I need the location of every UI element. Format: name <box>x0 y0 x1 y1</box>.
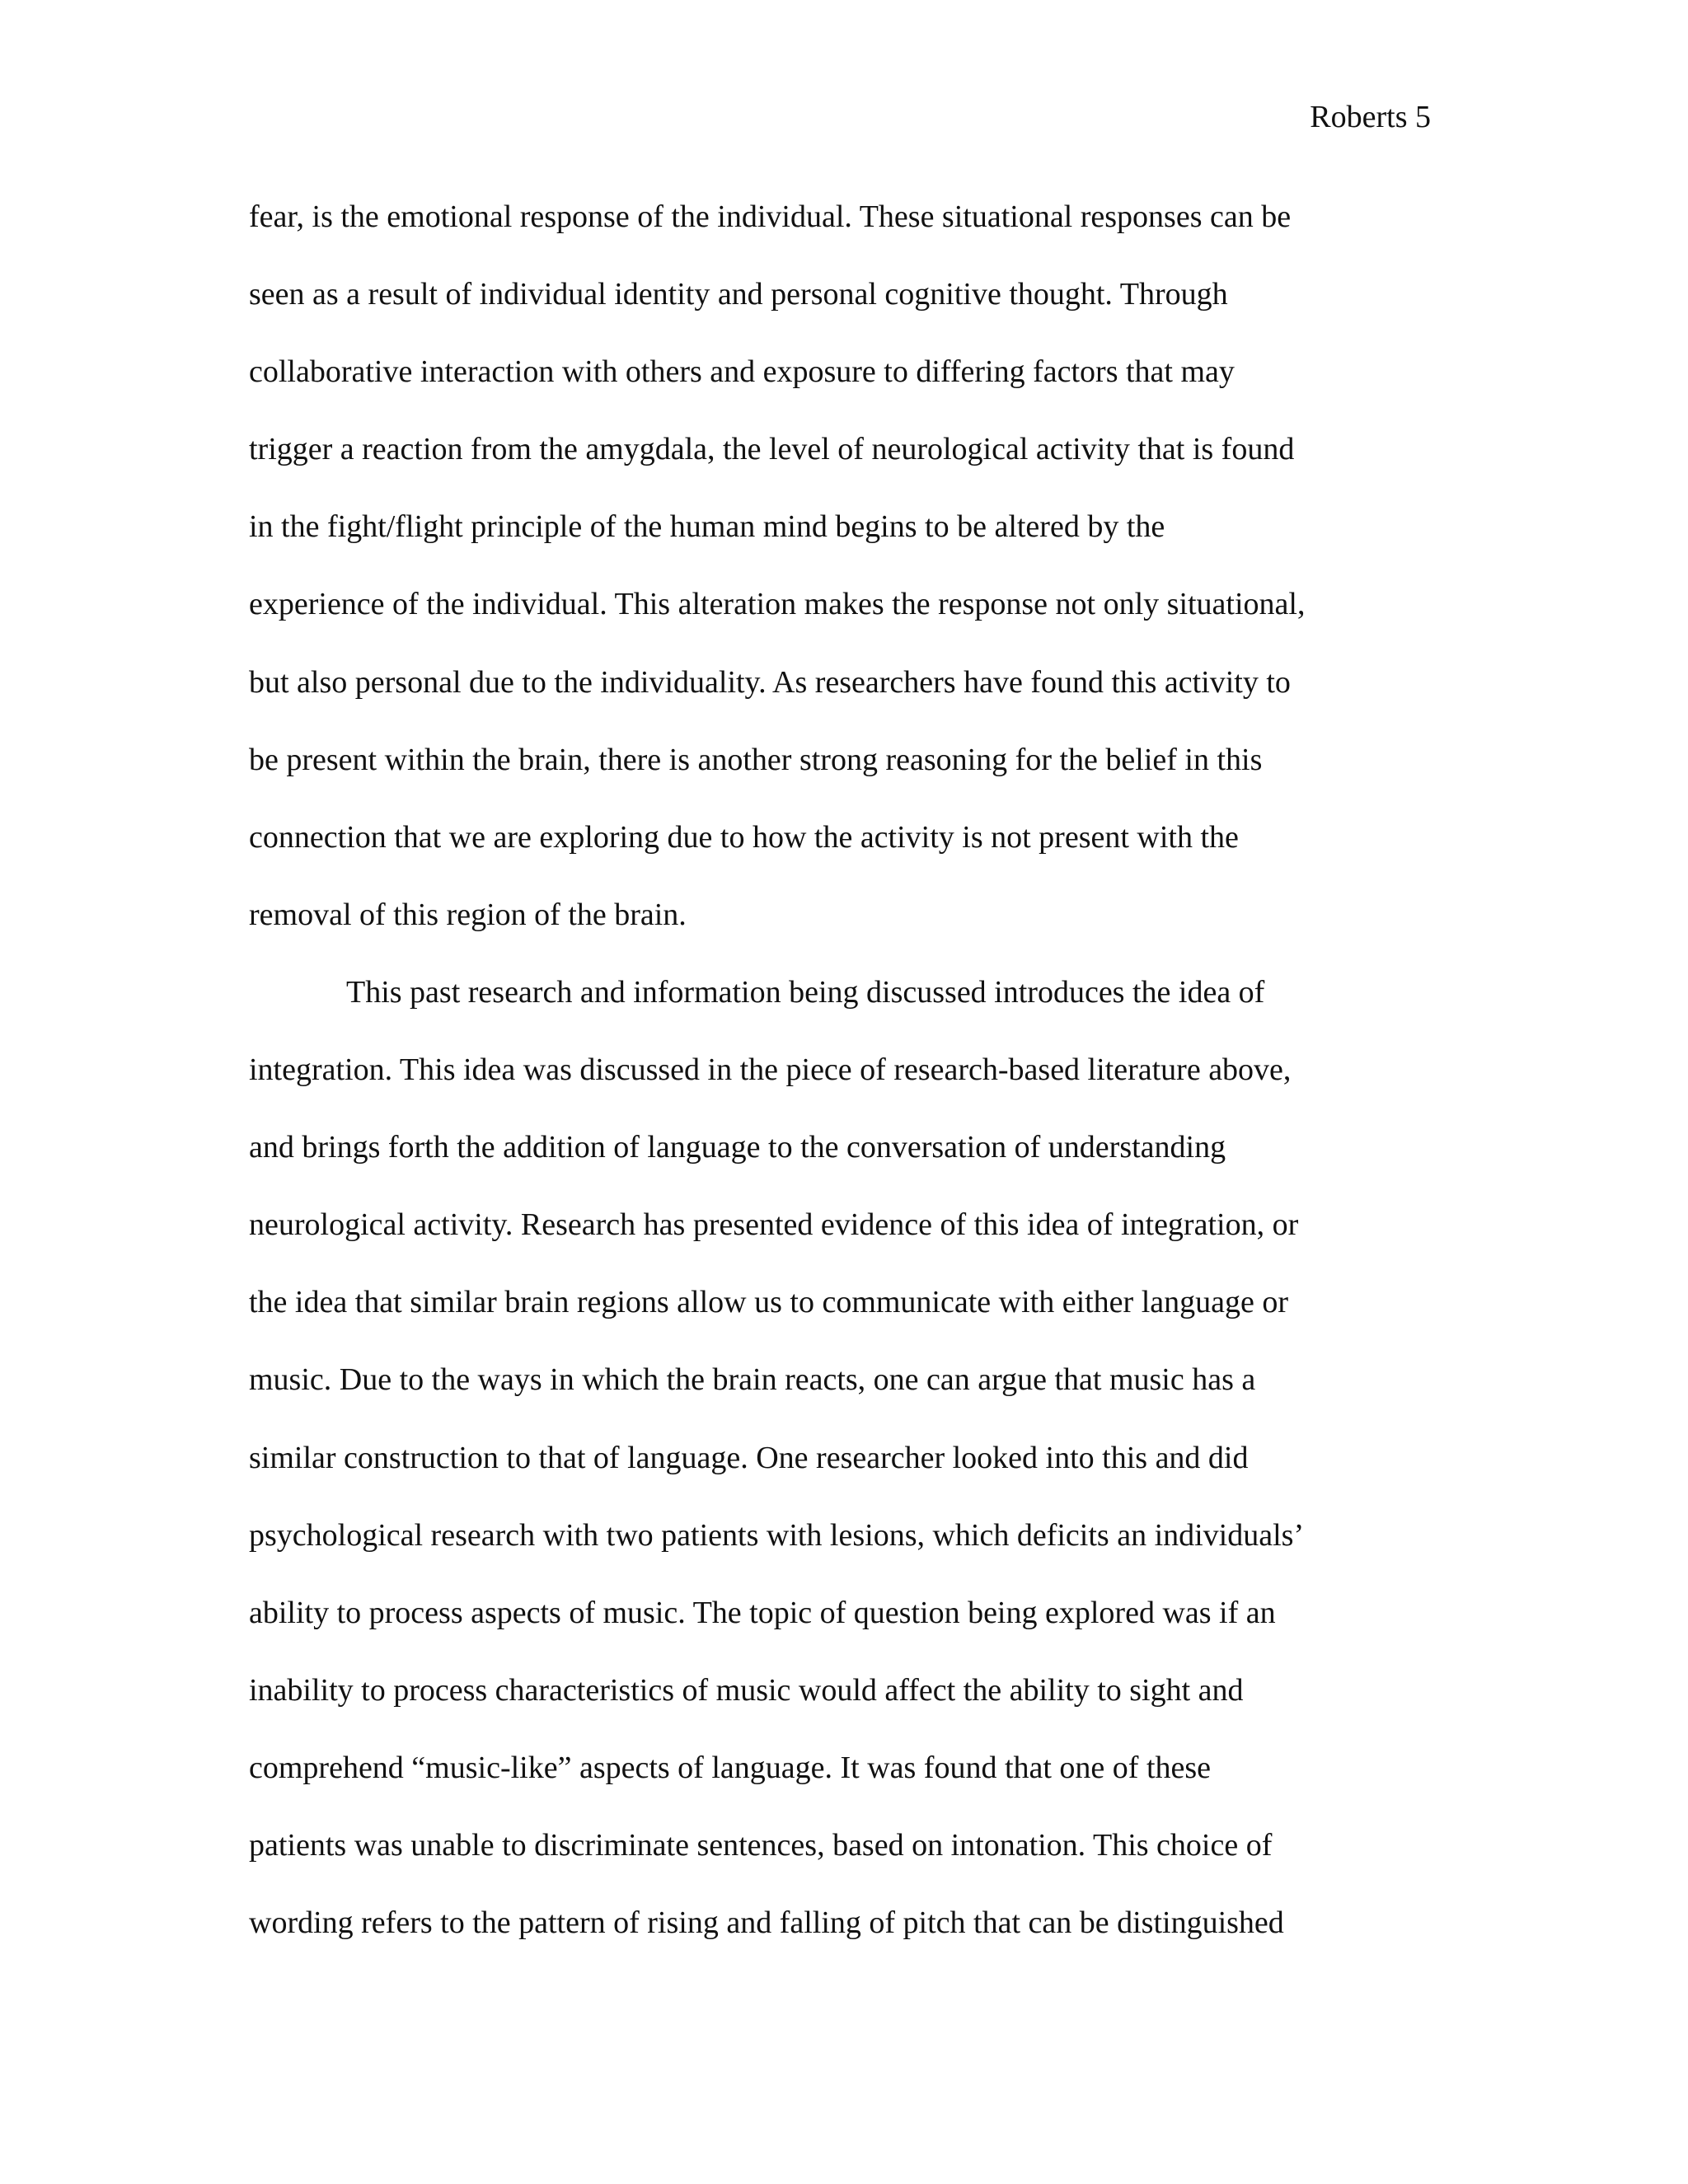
text-line: wording refers to the pattern of rising and falling of pitch that can be distinguished <box>249 1905 1284 1941</box>
text-line: psychological research with two patients with lesions, which deficits an individuals’ <box>249 1517 1305 1553</box>
text-line: neurological activity. Research has presented evidence of this idea of integration, or <box>249 1207 1299 1243</box>
paragraph-first-line: This past research and information being discussed introduces the idea of <box>346 974 1265 1010</box>
text-line: seen as a result of individual identity and personal cognitive thought. Through <box>249 277 1228 312</box>
text-line: experience of the individual. This alteration makes the response not only situational, <box>249 587 1306 622</box>
text-line: the idea that similar brain regions allow us to communicate with either language or <box>249 1285 1289 1320</box>
text-line: ability to process aspects of music. The topic of question being explored was if an <box>249 1595 1276 1630</box>
text-line: fear, is the emotional response of the individual. These situational responses can be <box>249 199 1292 234</box>
text-line: trigger a reaction from the amygdala, the level of neurological activity that is found <box>249 432 1295 467</box>
text-line: collaborative interaction with others and exposure to differing factors that may <box>249 354 1235 390</box>
body-text <box>249 192 1436 1975</box>
text-line: and brings forth the addition of language to the conversation of understanding <box>249 1130 1226 1165</box>
text-line: in the fight/flight principle of the human mind begins to be altered by the <box>249 509 1165 545</box>
text-line: music. Due to the ways in which the brain reacts, one can argue that music has a <box>249 1362 1256 1398</box>
running-head: Roberts 5 <box>1310 100 1431 134</box>
text-line: but also personal due to the individuality. As researchers have found this activity to <box>249 664 1291 700</box>
text-line: be present within the brain, there is another strong reasoning for the belief in this <box>249 742 1263 777</box>
text-line: inability to process characteristics of music would affect the ability to sight and <box>249 1672 1244 1708</box>
text-line: integration. This idea was discussed in the piece of research-based literature above, <box>249 1052 1292 1088</box>
text-line: removal of this region of the brain. <box>249 897 687 932</box>
text-line: similar construction to that of language. One researcher looked into this and did <box>249 1440 1249 1475</box>
text-line: connection that we are exploring due to how the activity is not present with the <box>249 819 1239 855</box>
text-line: comprehend “music-like” aspects of language. It was found that one of these <box>249 1750 1212 1785</box>
text-line: patients was unable to discriminate sentences, based on intonation. This choice of <box>249 1827 1273 1863</box>
